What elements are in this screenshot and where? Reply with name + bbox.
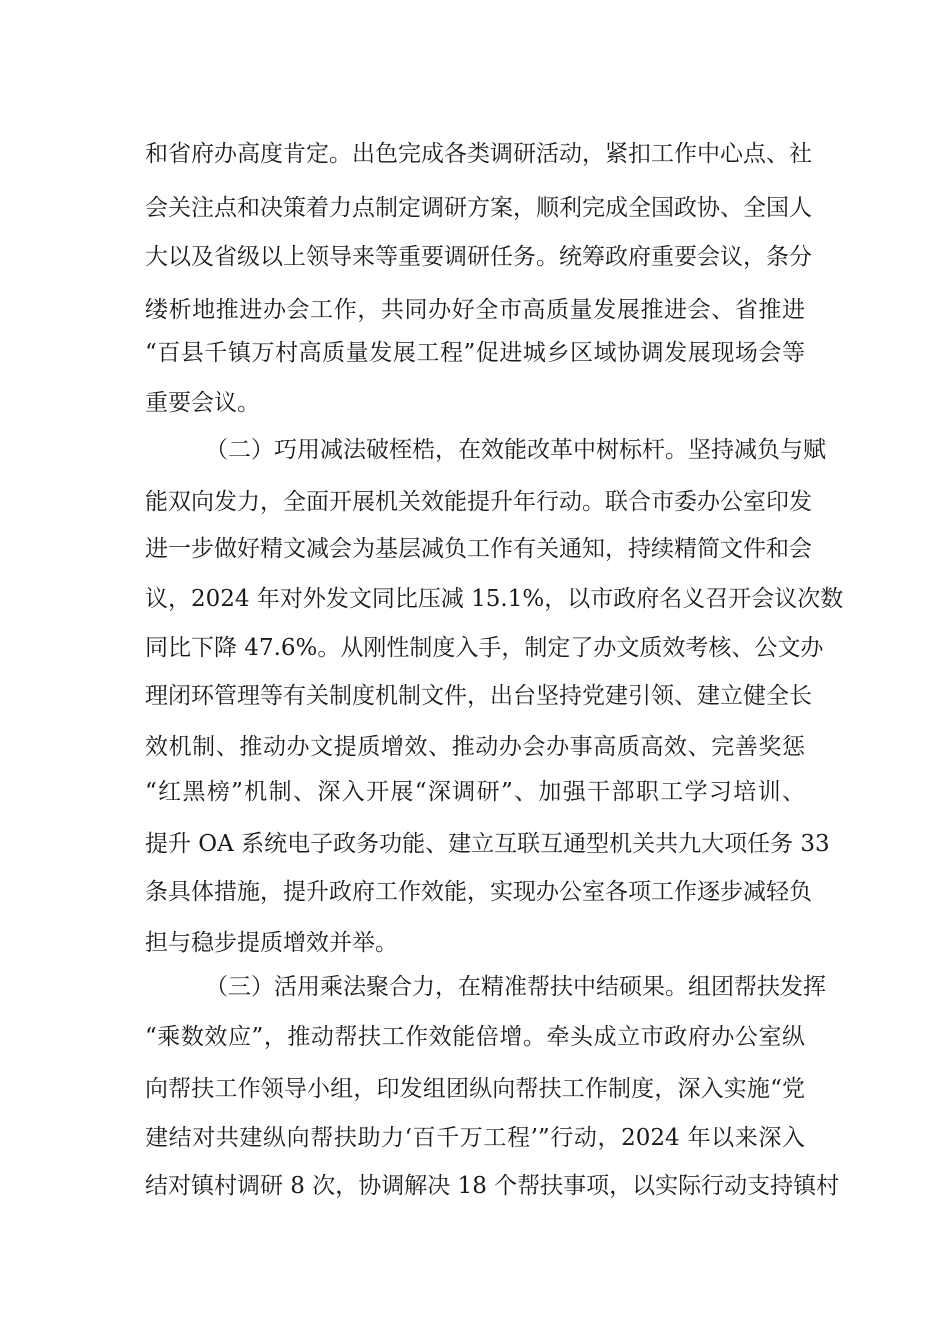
text-line: 和省府办高度肯定。出色完成各类调研活动，紧扣工作中心点、社 bbox=[145, 141, 812, 167]
text-line: “乘数效应”，推动帮扶工作效能倍增。牵头成立市政府办公室纵 bbox=[145, 1024, 805, 1050]
text-line: 重要会议。 bbox=[145, 390, 260, 416]
text-line: 提升 OA 系统电子政务功能、建立互联互通型机关共九大项任务 33 bbox=[145, 831, 830, 857]
text-line: 大以及省级以上领导来等重要调研任务。统筹政府重要会议，条分 bbox=[145, 244, 812, 270]
text-line: 结对镇村调研 8 次，协调解决 18 个帮扶事项，以实际行动支持镇村 bbox=[145, 1173, 840, 1199]
text-line: 能双向发力，全面开展机关效能提升年行动。联合市委办公室印发 bbox=[145, 489, 812, 515]
text-line: 议，2024 年对外发文同比压减 15.1%，以市政府名义召开会议次数 bbox=[145, 586, 844, 612]
text-line: 同比下降 47.6%。从刚性制度入手，制定了办文质效考核、公文办 bbox=[145, 635, 824, 661]
text-line: 理闭环管理等有关制度机制文件，出台坚持党建引领、建立健全长 bbox=[145, 683, 812, 709]
text-line: “红黑榜”机制、深入开展“深调研”、加强干部职工学习培训、 bbox=[145, 779, 805, 805]
text-line: 担与稳步提质增效并举。 bbox=[145, 930, 398, 956]
text-line: （三）活用乘法聚合力，在精准帮扶中结硕果。组团帮扶发挥 bbox=[205, 974, 826, 1000]
text-line: 缕析地推进办会工作，共同办好全市高质量发展推进会、省推进 bbox=[145, 297, 805, 323]
text-line: 建结对共建纵向帮扶助力‘百千万工程’”行动，2024 年以来深入 bbox=[145, 1125, 805, 1151]
text-line: 进一步做好精文减会为基层减负工作有关通知，持续精简文件和会 bbox=[145, 536, 812, 562]
text-line: 会关注点和决策着力点制定调研方案，顺利完成全国政协、全国人 bbox=[145, 195, 812, 221]
text-line: 条具体措施，提升政府工作效能，实现办公室各项工作逐步减轻负 bbox=[145, 879, 812, 905]
text-line: 效机制、推动办文提质增效、推动办会办事高质高效、完善奖惩 bbox=[145, 734, 805, 760]
text-line: 向帮扶工作领导小组，印发组团纵向帮扶工作制度，深入实施“党 bbox=[145, 1076, 805, 1102]
text-line: “百县千镇万村高质量发展工程”促进城乡区域协调发展现场会等 bbox=[145, 340, 805, 366]
text-line: （二）巧用减法破桎梏，在效能改革中树标杆。坚持减负与赋 bbox=[205, 437, 826, 463]
